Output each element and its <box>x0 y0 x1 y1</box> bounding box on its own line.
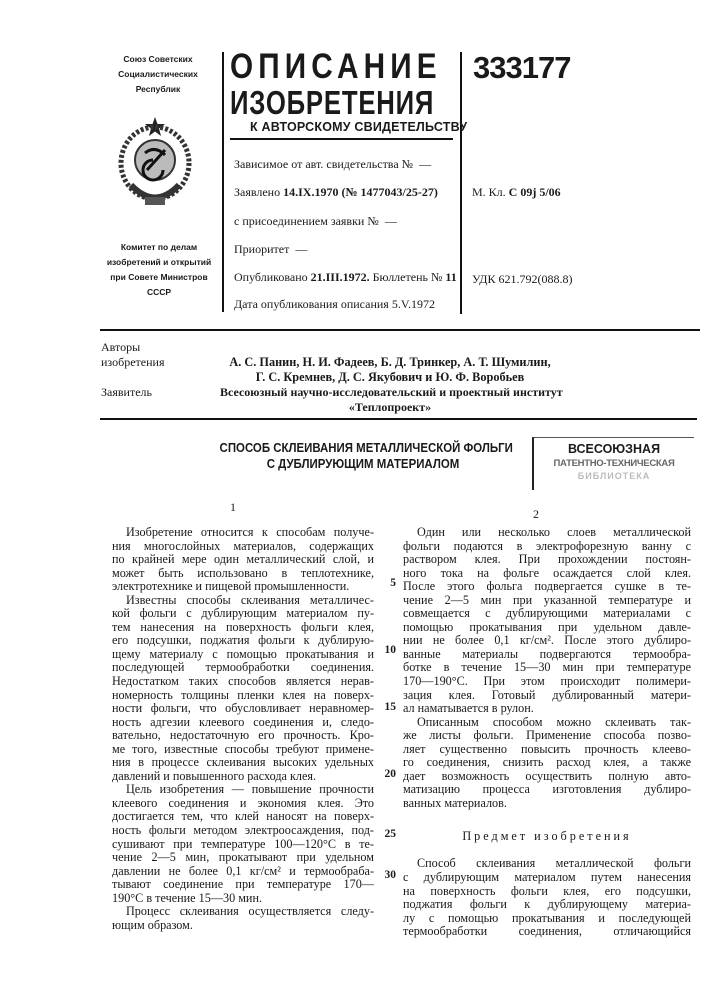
authors-line: Г. С. Кремнев, Д. С. Якубович и Ю. Ф. Воробьев <box>220 370 560 385</box>
text-line: давлений и повышенного расхода клея. <box>112 770 374 784</box>
line-number: 25 <box>380 828 396 840</box>
paragraph <box>112 526 374 594</box>
text-line: чение 2—5 мин, прокатывают при удельном <box>112 851 374 865</box>
paragraph <box>112 594 374 784</box>
field-value: 21.III.1972. <box>311 270 370 284</box>
field-label: Приоритет <box>234 242 289 256</box>
field-value: 5.V.1972 <box>392 297 435 311</box>
text-line: последующей термообработки соединения. <box>112 661 374 675</box>
applicant-name <box>220 385 560 415</box>
field-label: Бюллетень № <box>373 270 443 284</box>
doc-title-line1: ОПИСАНИЕ <box>230 47 442 87</box>
dependent-field <box>234 157 431 172</box>
text-line: Один или несколько слоев металлической <box>403 526 691 540</box>
text-line: лу с помощью прокатывания и последующей <box>403 912 691 926</box>
text-line: ности фольги, что обусловливает неравномер- <box>112 702 374 716</box>
doc-subtitle: К АВТОРСКОМУ СВИДЕТЕЛЬСТВУ <box>250 120 467 134</box>
text-line: Недостатком таких способов является нерав- <box>112 675 374 689</box>
class-field <box>472 185 561 200</box>
field-value: 14.IX.1970 (№ 1477043/25-27) <box>283 185 438 199</box>
state-line: Республик <box>108 82 208 97</box>
text-line: фольги подаются в электрофорезную ванну с <box>403 540 691 554</box>
text-line: ванные материалы подвергаются термообра- <box>403 648 691 662</box>
column-number-left: 1 <box>230 500 236 515</box>
text-line: Процесс склеивания осуществляется следу- <box>112 905 374 919</box>
text-line: достигается тем, что клей наносят на поверх- <box>112 810 374 824</box>
text-line: чение 2—5 мин при указанной температуре и <box>403 594 691 608</box>
doc-title-block <box>230 47 456 127</box>
divider <box>460 52 462 314</box>
right-column <box>403 526 691 939</box>
text-line: ющим образом. <box>112 919 374 933</box>
text-line: сушивают при температуре 100—120°С в те- <box>112 838 374 852</box>
paragraph <box>403 857 691 938</box>
text-line: с дублирующим материалом путем нанесения <box>403 871 691 885</box>
text-line: клеевого соединения и экономия клея. Это <box>112 797 374 811</box>
stamp-line: ПАТЕНТНО-ТЕХНИЧЕСКАЯ <box>534 458 694 469</box>
field-value: — <box>385 214 397 228</box>
text-line: ния в процессе склеивания высоких удельных <box>112 756 374 770</box>
applicant-line: «Теплопроект» <box>220 400 560 415</box>
text-line: его подсушки, поджатия фольги к дублирую- <box>112 634 374 648</box>
text-line: ного тока на фольге осаждается слой клея. <box>403 567 691 581</box>
text-line: ность фольги методом электроосаждения, под- <box>112 824 374 838</box>
line-number: 30 <box>380 869 396 881</box>
left-column <box>112 526 374 932</box>
text-line: дает возможность осуществить полную авто- <box>403 770 691 784</box>
field-value: — <box>419 157 431 171</box>
text-line: Известны способы склеивания металличес- <box>112 594 374 608</box>
paragraph <box>112 905 374 932</box>
filed-field <box>234 185 438 200</box>
text-line: го соединения, снизить расход клея, а также <box>403 756 691 770</box>
applicant-line: Всесоюзный научно-исследовательский и проектный институт <box>220 385 560 400</box>
text-line: 190°С в течение 15—30 мин. <box>112 892 374 906</box>
field-value: 11 <box>445 270 456 284</box>
label-line: Авторы <box>101 340 164 355</box>
text-line: может быть использовано в теплотехнике, <box>112 567 374 581</box>
divider <box>222 52 224 312</box>
committee-line: изобретений и открытий <box>100 255 218 270</box>
text-line: тем нанесения на поверхность фольги клея, <box>112 621 374 635</box>
divider <box>230 138 453 140</box>
text-line: После этого фольга подвергается сушке в те- <box>403 580 691 594</box>
line-number: 10 <box>380 644 396 656</box>
text-line: поджатия фольги к дублирующему материа- <box>403 898 691 912</box>
claims-heading: Предмет изобретения <box>403 830 691 844</box>
title-line: С ДУБЛИРУЮЩИМ МАТЕРИАЛОМ <box>220 456 507 472</box>
text-line: ванных материалов. <box>403 797 691 811</box>
label-line: изобретения <box>101 355 164 370</box>
field-label: Дата опубликования описания <box>234 297 389 311</box>
text-line: тывают соединение при температуре 170— <box>112 878 374 892</box>
line-number: 5 <box>380 577 396 589</box>
text-line: Изобретение относится к способам получе- <box>112 526 374 540</box>
authors-names <box>220 355 560 385</box>
text-line: Способ склеивания металлической фольги <box>403 857 691 871</box>
text-line: щему материалу с помощью прокатывания и <box>112 648 374 662</box>
field-label: УДК <box>472 272 495 286</box>
text-line: номерность толщины пленки клея на поверх- <box>112 689 374 703</box>
text-line: на поверхность фольги клея, его подсушки, <box>403 885 691 899</box>
line-number: 20 <box>380 768 396 780</box>
committee-line: Комитет по делам <box>100 240 218 255</box>
text-line: матизацию процесса изготовления дублиро- <box>403 783 691 797</box>
divider <box>100 329 700 331</box>
description-date-field <box>234 297 435 312</box>
doc-title-line2: ИЗОБРЕТЕНИЯ <box>230 84 434 122</box>
udc-field <box>472 272 572 287</box>
library-stamp <box>532 437 694 490</box>
line-number: 15 <box>380 701 396 713</box>
text-line: же листы фольги. Применение способа позво- <box>403 729 691 743</box>
text-line: давлении не более 0,1 кг/см² и термообраба- <box>112 865 374 879</box>
text-line: совмещается с дублирующими материалами с <box>403 607 691 621</box>
field-value: — <box>295 242 307 256</box>
paragraph <box>403 526 691 716</box>
stamp-line: БИБЛИОТЕКА <box>534 471 694 481</box>
text-line: ния многослойных материалов, содержащих <box>112 540 374 554</box>
authors-line: А. С. Панин, Н. И. Фадеев, Б. Д. Тринкер, А. Т. Шумилин, <box>220 355 560 370</box>
text-line: электротехнике и пищевой промышленности. <box>112 580 374 594</box>
column-number-right: 2 <box>533 507 539 522</box>
text-line: ал наматывается в рулон. <box>403 702 691 716</box>
invention-title <box>200 440 526 472</box>
field-value: С 09j 5/06 <box>509 185 561 199</box>
field-label: Зависимое от авт. свидетельства № <box>234 157 413 171</box>
field-label: М. Кл. <box>472 185 506 199</box>
state-line: Союз Советских <box>108 52 208 67</box>
text-line: Описанным способом можно склеивать так- <box>403 716 691 730</box>
joined-field <box>234 214 397 229</box>
committee-line: СССР <box>100 285 218 300</box>
text-line: вательно, недостаточную его прочность. Кро- <box>112 729 374 743</box>
state-name <box>108 52 208 97</box>
paragraph <box>403 716 691 811</box>
text-line: помощью прокатывания при удельном давле- <box>403 621 691 635</box>
text-line: термообработки соединения, отличающийся <box>403 925 691 939</box>
paragraph <box>112 783 374 905</box>
priority-field <box>234 242 307 257</box>
committee-line: при Совете Министров <box>100 270 218 285</box>
applicant-label: Заявитель <box>101 385 152 400</box>
stamp-line: ВСЕСОЮЗНАЯ <box>534 442 694 456</box>
field-value: 621.792(088.8) <box>498 272 572 286</box>
title-line: СПОСОБ СКЛЕИВАНИЯ МЕТАЛЛИЧЕСКОЙ ФОЛЬГИ <box>220 440 507 456</box>
text-line: ность адгезии клеевого соединения и, следо- <box>112 716 374 730</box>
text-line: Цель изобретения — повышение прочности <box>112 783 374 797</box>
text-line: ляет существенно повысить прочность клеево- <box>403 743 691 757</box>
patent-number: 333177 <box>473 50 570 86</box>
text-line: кой фольги с дублирующим материалом пу- <box>112 607 374 621</box>
text-line: нии не более 0,1 кг/см². После этого дублиро- <box>403 634 691 648</box>
text-line: по крайней мере один металлический слой, и <box>112 553 374 567</box>
authors-label <box>101 340 164 370</box>
field-label: с присоединением заявки № <box>234 214 379 228</box>
state-line: Социалистических <box>108 67 208 82</box>
published-field <box>234 270 457 285</box>
text-line: зация клея. Готовый дублированный матери- <box>403 689 691 703</box>
committee-name <box>100 240 218 300</box>
text-line: ботке в течение 15—30 мин при температуре <box>403 661 691 675</box>
field-label: Заявлено <box>234 185 280 199</box>
text-line: раствором клея. При прохождении постоян- <box>403 553 691 567</box>
divider <box>100 418 697 420</box>
field-label: Опубликовано <box>234 270 308 284</box>
ussr-coat-of-arms-icon <box>115 115 195 215</box>
text-line: ме того, известные способы требуют примене- <box>112 743 374 757</box>
text-line: 170—190°С. При этом происходит полимери- <box>403 675 691 689</box>
